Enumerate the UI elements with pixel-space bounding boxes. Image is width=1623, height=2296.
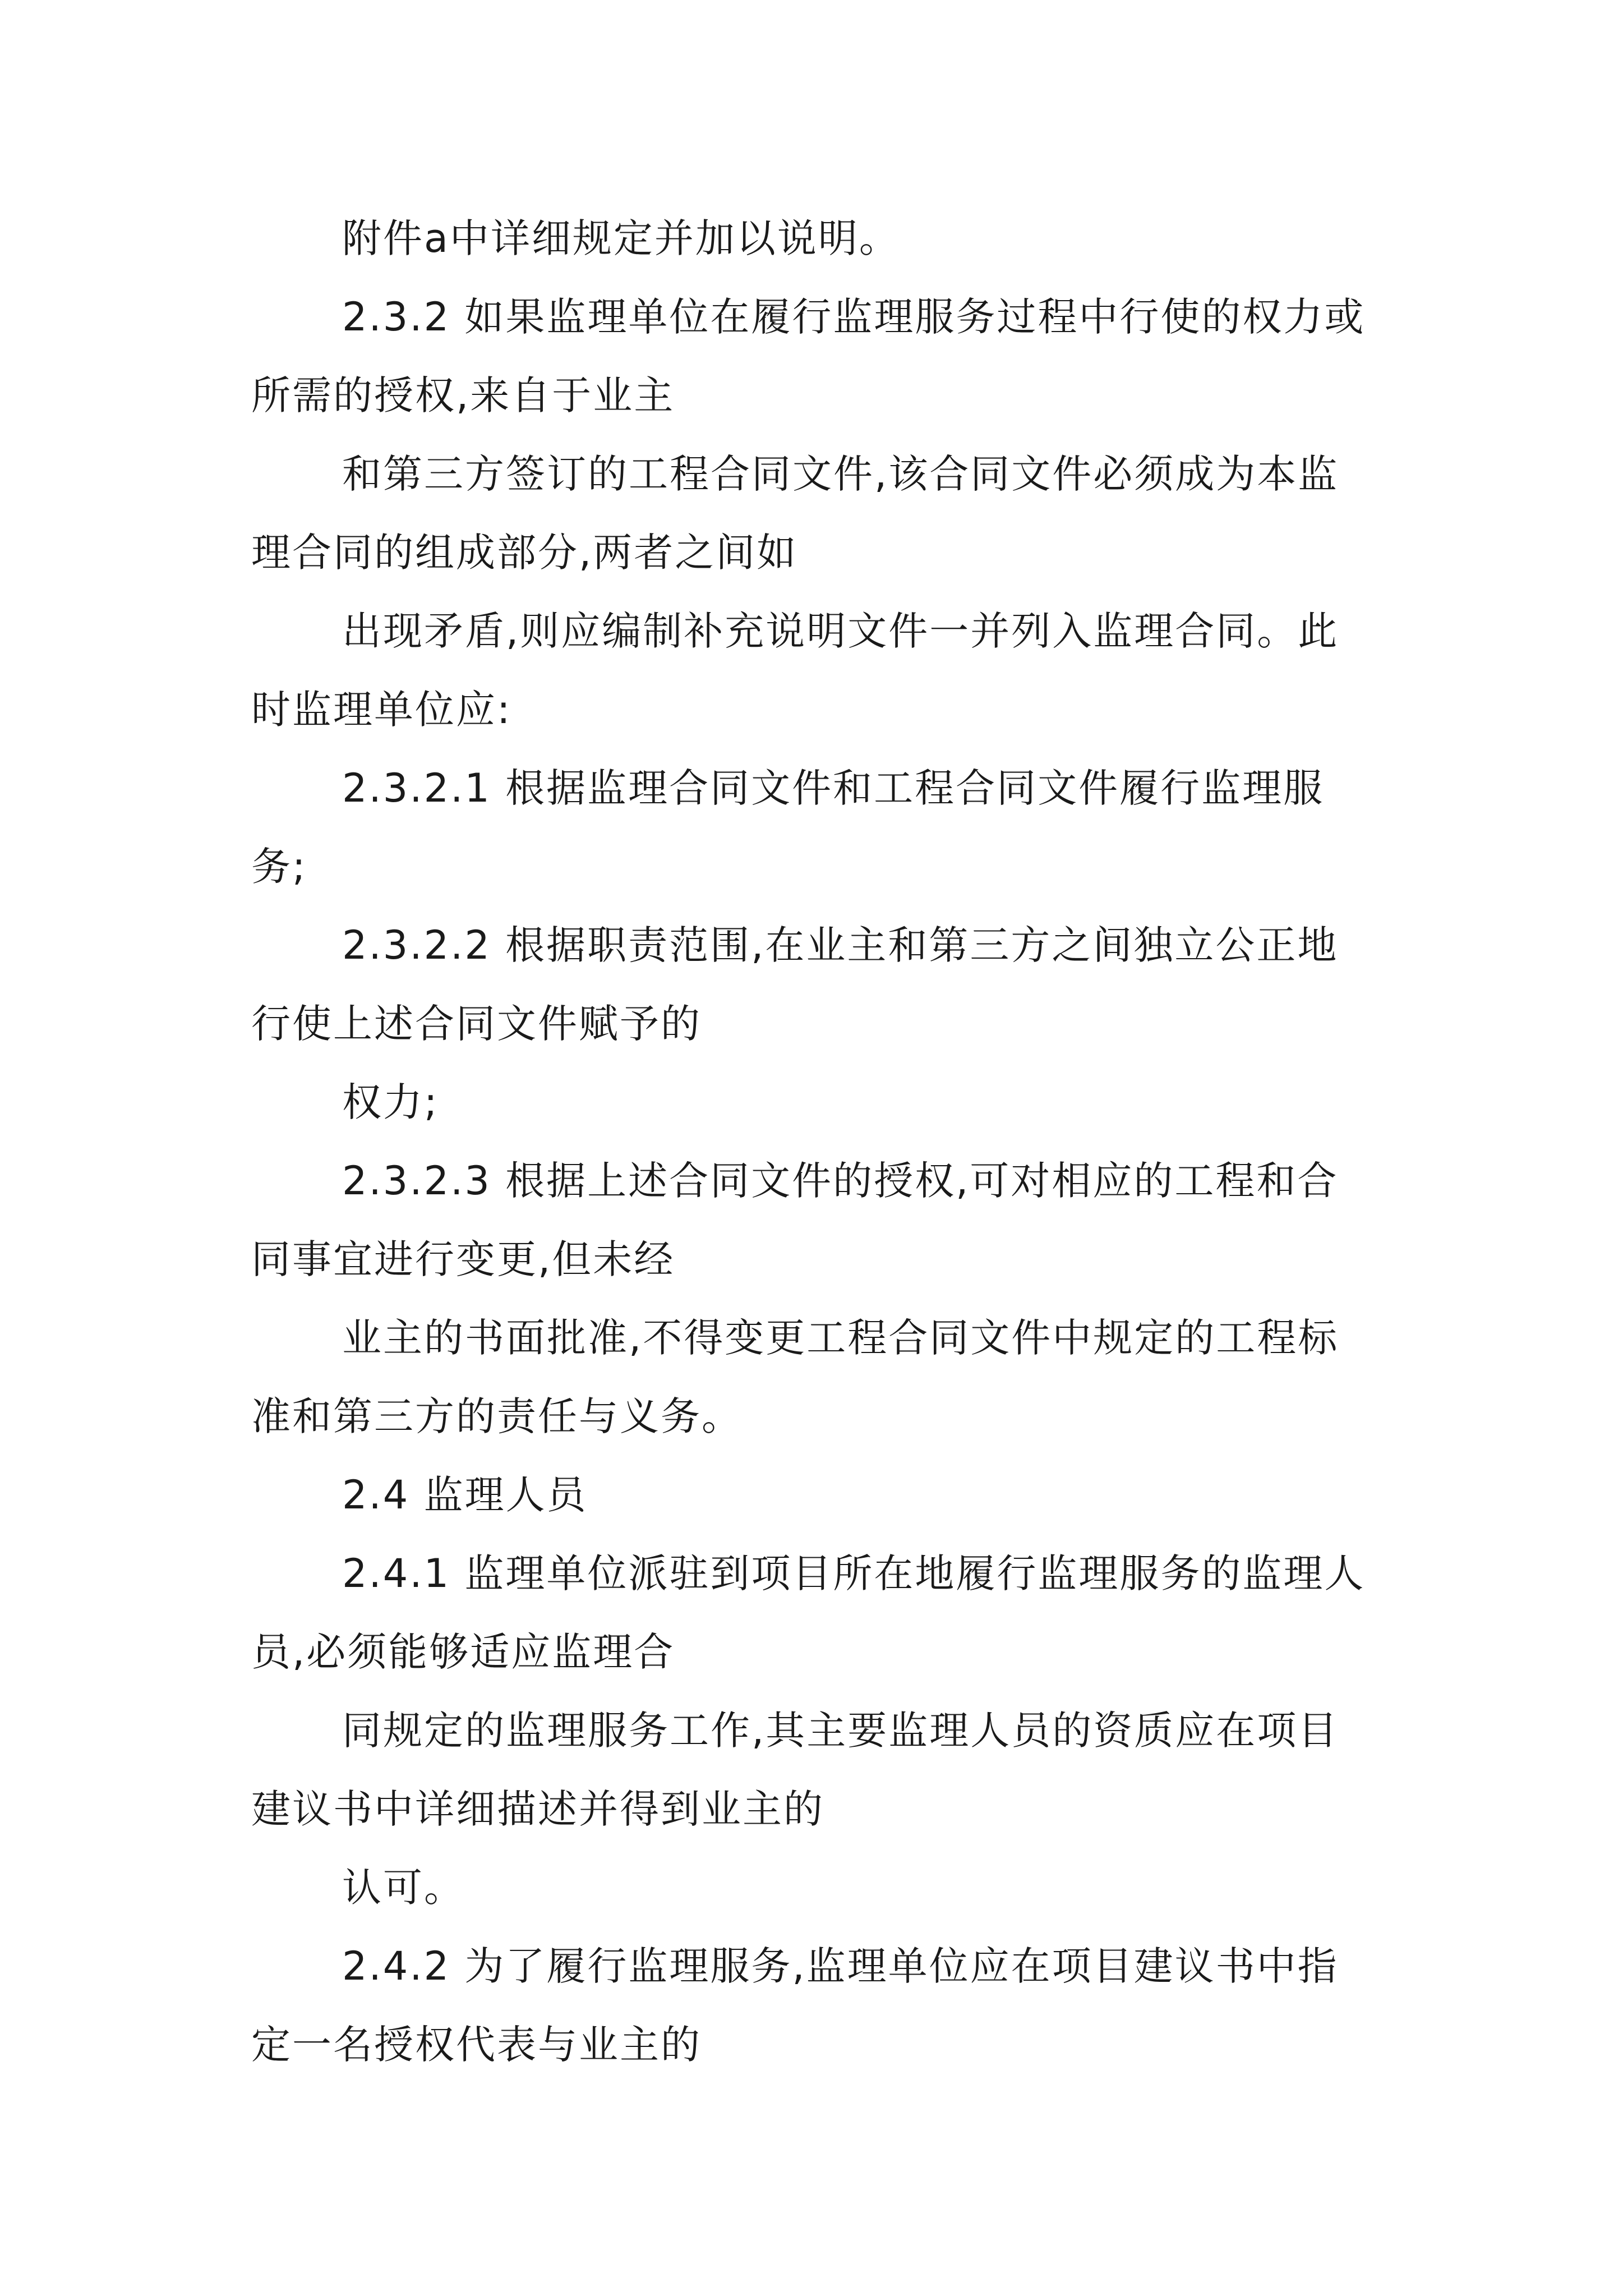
section-heading: 2.4 监理人员	[342, 1472, 588, 1518]
paragraph: 权力;	[342, 1079, 439, 1125]
paragraph: 和第三方签订的工程合同文件,该合同文件必须成为本监理合同的组成部分,两者之间如	[251, 451, 1339, 576]
document-body	[251, 199, 1373, 2084]
paragraph: 2.4.1 监理单位派驻到项目所在地履行监理服务的监理人员,必须能够适应监理合	[251, 1550, 1366, 1675]
paragraph: 业主的书面批准,不得变更工程合同文件中规定的工程标准和第三方的责任与义务。	[251, 1315, 1339, 1439]
paragraph: 附件a中详细规定并加以说明。	[342, 215, 900, 261]
paragraph: 2.3.2 如果监理单位在履行监理服务过程中行使的权力或所需的授权,来自于业主	[251, 294, 1366, 418]
paragraph: 出现矛盾,则应编制补充说明文件一并列入监理合同。此时监理单位应:	[251, 608, 1339, 733]
paragraph: 2.3.2.2 根据职责范围,在业主和第三方之间独立公正地行使上述合同文件赋予的	[251, 922, 1339, 1047]
paragraph: 2.4.2 为了履行监理服务,监理单位应在项目建议书中指定一名授权代表与业主的	[251, 1943, 1339, 2068]
paragraph: 2.3.2.3 根据上述合同文件的授权,可对相应的工程和合同事宜进行变更,但未经	[251, 1158, 1339, 1282]
paragraph: 2.3.2.1 根据监理合同文件和工程合同文件履行监理服务;	[251, 765, 1325, 890]
paragraph: 认可。	[342, 1865, 465, 1911]
paragraph: 同规定的监理服务工作,其主要监理人员的资质应在项目建议书中详细描述并得到业主的	[251, 1708, 1339, 1832]
